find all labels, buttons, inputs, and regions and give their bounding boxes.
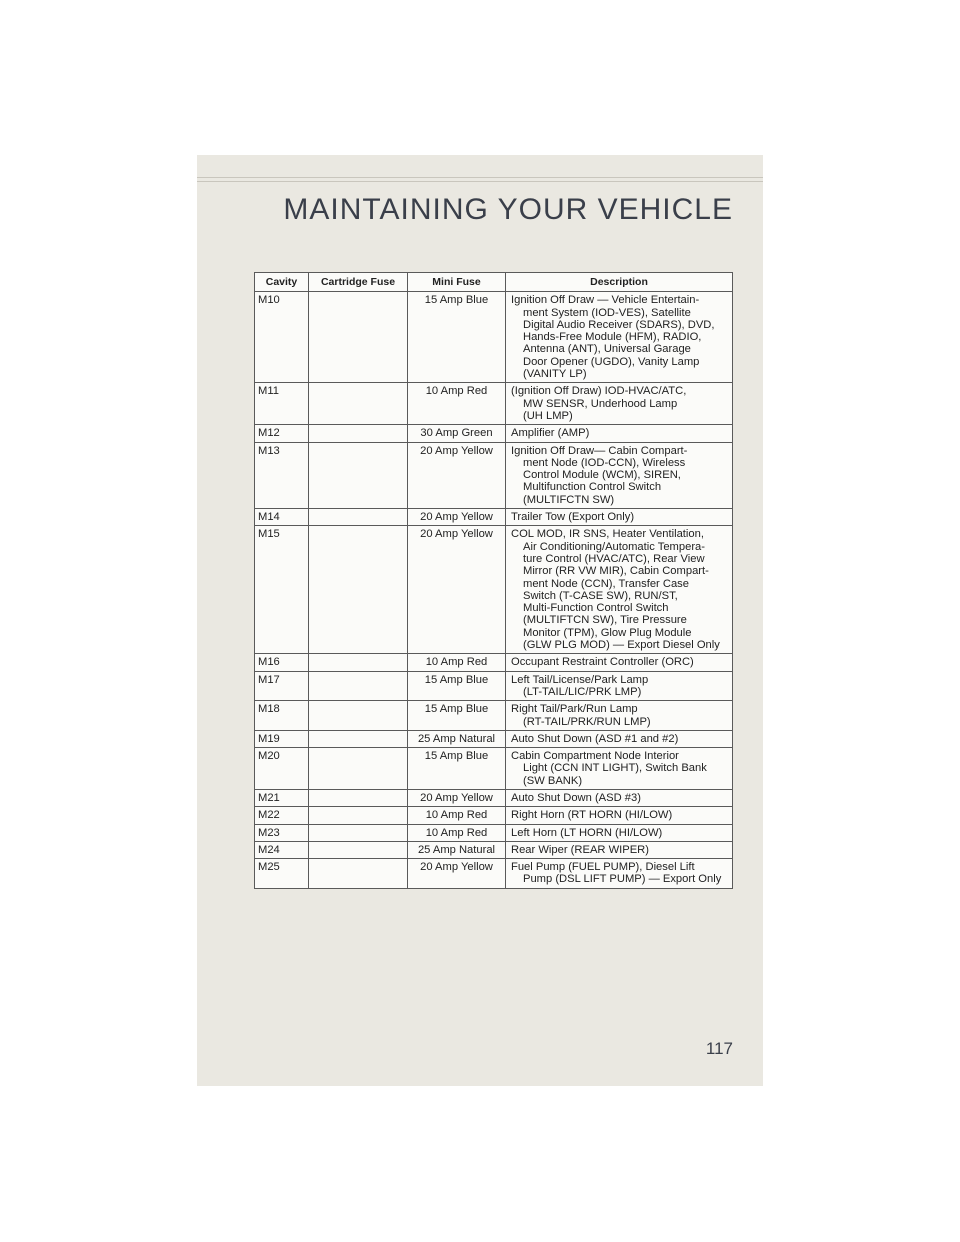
mini-fuse-cell: 15 Amp Blue bbox=[408, 671, 506, 701]
cartridge-fuse-cell bbox=[309, 383, 408, 425]
description-line: MW SENSR, Underhood Lamp bbox=[523, 397, 678, 410]
cavity-cell: M22 bbox=[255, 807, 309, 824]
table-row bbox=[255, 442, 733, 508]
description-line: Right Tail/Park/Run Lamp bbox=[511, 703, 638, 716]
description-line: COL MOD, IR SNS, Heater Ventilation, bbox=[511, 528, 704, 541]
description-line: Rear Wiper (REAR WIPER) bbox=[511, 843, 649, 856]
description-line: (LT-TAIL/LIC/PRK LMP) bbox=[523, 685, 642, 698]
description-cell bbox=[506, 526, 733, 654]
description-line: Amplifier (AMP) bbox=[511, 427, 590, 440]
description-line: Pump (DSL LIFT PUMP) — Export Only bbox=[523, 873, 722, 886]
cartridge-fuse-cell bbox=[309, 730, 408, 747]
cartridge-fuse-cell bbox=[309, 292, 408, 383]
table-row bbox=[255, 292, 733, 383]
table-row bbox=[255, 789, 733, 806]
table-row bbox=[255, 383, 733, 425]
cartridge-fuse-cell bbox=[309, 807, 408, 824]
description-line: Door Opener (UGDO), Vanity Lamp bbox=[523, 355, 700, 368]
description-cell bbox=[506, 859, 733, 889]
cavity-cell: M21 bbox=[255, 789, 309, 806]
description-line: Mirror (RR VW MIR), Cabin Compart- bbox=[523, 565, 709, 578]
mini-fuse-cell: 20 Amp Yellow bbox=[408, 859, 506, 889]
cartridge-fuse-cell bbox=[309, 748, 408, 790]
cavity-cell: M25 bbox=[255, 859, 309, 889]
description-cell bbox=[506, 509, 733, 526]
description-line: Trailer Tow (Export Only) bbox=[511, 511, 635, 524]
cavity-cell: M11 bbox=[255, 383, 309, 425]
description-line: (MULTIFCTN SW) bbox=[523, 493, 615, 506]
description-cell bbox=[506, 671, 733, 701]
cartridge-fuse-cell bbox=[309, 859, 408, 889]
mini-fuse-cell: 20 Amp Yellow bbox=[408, 789, 506, 806]
cartridge-fuse-cell bbox=[309, 671, 408, 701]
description-cell bbox=[506, 442, 733, 508]
description-line: Light (CCN INT LIGHT), Switch Bank bbox=[523, 762, 707, 775]
header-cavity: Cavity bbox=[255, 273, 309, 292]
cavity-cell: M12 bbox=[255, 425, 309, 442]
cavity-cell: M23 bbox=[255, 824, 309, 841]
description-line: Left Tail/License/Park Lamp bbox=[511, 673, 649, 686]
cartridge-fuse-cell bbox=[309, 824, 408, 841]
description-line: Control Module (WCM), SIREN, bbox=[523, 469, 681, 482]
description-line: (GLW PLG MOD) — Export Diesel Only bbox=[523, 639, 720, 652]
description-line: Auto Shut Down (ASD #1 and #2) bbox=[511, 732, 679, 745]
description-line: Occupant Restraint Controller (ORC) bbox=[511, 656, 694, 669]
cartridge-fuse-cell bbox=[309, 841, 408, 858]
header-rule-bottom bbox=[197, 181, 763, 182]
description-line: Cabin Compartment Node Interior bbox=[511, 750, 679, 763]
description-line: Air Conditioning/Automatic Tempera- bbox=[523, 540, 705, 553]
header-cartridge-fuse: Cartridge Fuse bbox=[309, 273, 408, 292]
table-row bbox=[255, 824, 733, 841]
cartridge-fuse-cell bbox=[309, 654, 408, 671]
description-line: Hands-Free Module (HFM), RADIO, bbox=[523, 331, 702, 344]
description-line: Antenna (ANT), Universal Garage bbox=[523, 343, 691, 356]
mini-fuse-cell: 15 Amp Blue bbox=[408, 292, 506, 383]
table-row bbox=[255, 671, 733, 701]
mini-fuse-cell: 25 Amp Natural bbox=[408, 730, 506, 747]
description-cell bbox=[506, 701, 733, 731]
table-row bbox=[255, 730, 733, 747]
table-row bbox=[255, 425, 733, 442]
cavity-cell: M10 bbox=[255, 292, 309, 383]
description-line: ment Node (CCN), Transfer Case bbox=[523, 577, 689, 590]
description-line: Switch (T-CASE SW), RUN/ST, bbox=[523, 589, 678, 602]
table-body bbox=[255, 292, 733, 888]
cartridge-fuse-cell bbox=[309, 701, 408, 731]
description-line: Auto Shut Down (ASD #3) bbox=[511, 791, 641, 804]
description-line: (VANITY LP) bbox=[523, 368, 587, 381]
mini-fuse-cell: 20 Amp Yellow bbox=[408, 526, 506, 654]
description-line: (MULTIFTCN SW), Tire Pressure bbox=[523, 614, 687, 627]
description-line: ment System (IOD-VES), Satellite bbox=[523, 306, 691, 319]
description-cell bbox=[506, 654, 733, 671]
cavity-cell: M24 bbox=[255, 841, 309, 858]
description-cell bbox=[506, 292, 733, 383]
description-line: (SW BANK) bbox=[523, 774, 583, 787]
section-title: MAINTAINING YOUR VEHICLE bbox=[283, 193, 733, 226]
table-row bbox=[255, 748, 733, 790]
table-row bbox=[255, 654, 733, 671]
mini-fuse-cell: 10 Amp Red bbox=[408, 824, 506, 841]
cavity-cell: M14 bbox=[255, 509, 309, 526]
mini-fuse-cell: 10 Amp Red bbox=[408, 807, 506, 824]
description-line: Ignition Off Draw— Cabin Compart- bbox=[511, 444, 688, 457]
description-cell bbox=[506, 425, 733, 442]
description-line: (Ignition Off Draw) IOD-HVAC/ATC, bbox=[511, 385, 687, 398]
cartridge-fuse-cell bbox=[309, 526, 408, 654]
cavity-cell: M17 bbox=[255, 671, 309, 701]
table-row bbox=[255, 526, 733, 654]
description-line: (RT-TAIL/PRK/RUN LMP) bbox=[523, 715, 651, 728]
mini-fuse-cell: 10 Amp Red bbox=[408, 654, 506, 671]
table-header-row bbox=[255, 273, 733, 292]
header-mini-fuse: Mini Fuse bbox=[408, 273, 506, 292]
table-row bbox=[255, 701, 733, 731]
fuse-table bbox=[254, 272, 733, 889]
description-line: Multifunction Control Switch bbox=[523, 481, 662, 494]
cavity-cell: M20 bbox=[255, 748, 309, 790]
description-line: Fuel Pump (FUEL PUMP), Diesel Lift bbox=[511, 861, 695, 874]
header-description: Description bbox=[506, 273, 733, 292]
cartridge-fuse-cell bbox=[309, 425, 408, 442]
table-row bbox=[255, 841, 733, 858]
mini-fuse-cell: 10 Amp Red bbox=[408, 383, 506, 425]
cavity-cell: M13 bbox=[255, 442, 309, 508]
cartridge-fuse-cell bbox=[309, 509, 408, 526]
table-row bbox=[255, 807, 733, 824]
description-line: Left Horn (LT HORN (HI/LOW) bbox=[511, 826, 663, 839]
description-line: Digital Audio Receiver (SDARS), DVD, bbox=[523, 318, 715, 331]
description-cell bbox=[506, 730, 733, 747]
mini-fuse-cell: 25 Amp Natural bbox=[408, 841, 506, 858]
description-line: (UH LMP) bbox=[523, 409, 573, 422]
description-cell bbox=[506, 383, 733, 425]
cavity-cell: M16 bbox=[255, 654, 309, 671]
manual-page bbox=[197, 155, 763, 1086]
cavity-cell: M19 bbox=[255, 730, 309, 747]
description-line: Right Horn (RT HORN (HI/LOW) bbox=[511, 809, 673, 822]
description-cell bbox=[506, 824, 733, 841]
mini-fuse-cell: 15 Amp Blue bbox=[408, 748, 506, 790]
description-line: ture Control (HVAC/ATC), Rear View bbox=[523, 552, 705, 565]
description-line: Monitor (TPM), Glow Plug Module bbox=[523, 626, 692, 639]
description-cell bbox=[506, 748, 733, 790]
header-rule-top bbox=[197, 177, 763, 178]
mini-fuse-cell: 20 Amp Yellow bbox=[408, 442, 506, 508]
page-number: 117 bbox=[705, 1039, 733, 1058]
description-cell bbox=[506, 807, 733, 824]
description-line: Ignition Off Draw — Vehicle Entertain- bbox=[511, 294, 700, 307]
cartridge-fuse-cell bbox=[309, 442, 408, 508]
cartridge-fuse-cell bbox=[309, 789, 408, 806]
table-row bbox=[255, 859, 733, 889]
cavity-cell: M18 bbox=[255, 701, 309, 731]
mini-fuse-cell: 30 Amp Green bbox=[408, 425, 506, 442]
mini-fuse-cell: 20 Amp Yellow bbox=[408, 509, 506, 526]
cavity-cell: M15 bbox=[255, 526, 309, 654]
description-cell bbox=[506, 789, 733, 806]
mini-fuse-cell: 15 Amp Blue bbox=[408, 701, 506, 731]
description-cell bbox=[506, 841, 733, 858]
description-line: Multi-Function Control Switch bbox=[523, 602, 669, 615]
table-row bbox=[255, 509, 733, 526]
description-line: ment Node (IOD-CCN), Wireless bbox=[523, 456, 686, 469]
